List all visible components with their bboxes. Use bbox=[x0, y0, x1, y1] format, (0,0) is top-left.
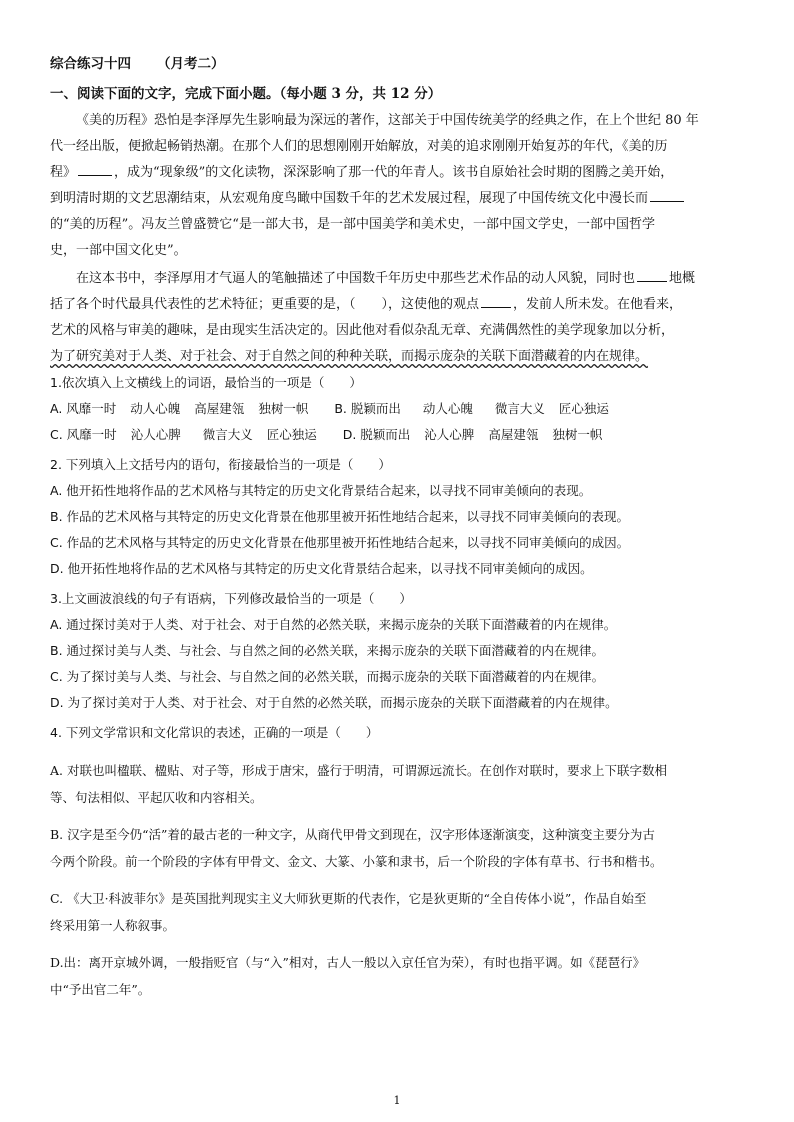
option-word: 沁人心脾 bbox=[424, 427, 475, 442]
option-line: 中“予出官二年”。 bbox=[50, 982, 151, 997]
option-word: A. 风靡一时 bbox=[50, 401, 117, 416]
option-d bbox=[343, 422, 603, 448]
question-stem: 3.上文画波浪线的句子有语病，下列修改最恰当的一项是（ ） bbox=[50, 591, 412, 606]
option-word: 动人心魄 bbox=[422, 401, 473, 416]
question-stem: 4. 下列文学常识和文化常识的表述，正确的一项是（ ） bbox=[50, 725, 379, 740]
option-c: C. 作品的艺术风格与其特定的历史文化背景在他那里被开拓性地结合起来，以寻找不同审美倾向的成因。 bbox=[50, 535, 630, 550]
passage-paragraph-2 bbox=[50, 266, 750, 370]
passage-text: 到明清时期的文艺思潮结束，从宏观角度鸟瞰中国数千年的艺术发展过程，展现了中国传统文化中漫长而 bbox=[50, 191, 649, 206]
option-word: D. 脱颖而出 bbox=[342, 427, 411, 442]
option-word: 独树一帜 bbox=[552, 427, 603, 442]
passage-line: 史，一部中国文化史”。 bbox=[50, 243, 187, 258]
option-word: 微言大义 bbox=[494, 401, 545, 416]
option-word: 微言大义 bbox=[202, 427, 253, 442]
passage-line bbox=[50, 266, 750, 292]
option-word: 匠心独运 bbox=[558, 401, 609, 416]
option-d bbox=[50, 949, 756, 1003]
section-heading: 一、阅读下面的文字，完成下面小题。（每小题 3 分，共 12 分） bbox=[50, 86, 442, 102]
option-b bbox=[334, 396, 609, 422]
option-a: A. 通过探讨美对于人类、对于社会、对于自然的必然关联，来揭示庞杂的关联下面潜藏着的内在规律。 bbox=[50, 617, 617, 632]
passage-line bbox=[50, 160, 750, 186]
option-word: 高屋建瓴 bbox=[194, 401, 245, 416]
document-title bbox=[50, 52, 225, 72]
exercise-title: 综合练习十四 bbox=[50, 56, 131, 72]
passage-text: 括了各个时代最具代表性的艺术特征；更重要的是，（ ），这使他的观点 bbox=[50, 297, 480, 312]
option-line: C. 《大卫·科波菲尔》是英国批判现实主义大师狄更斯的代表作，它是狄更斯的“全自传体小说”，作品自始至 bbox=[50, 891, 647, 906]
option-line: 终采用第一人称叙事。 bbox=[50, 918, 176, 933]
wavy-underlined-sentence: 为了研究美对于人类、对于社会、对于自然之间的种种关联，而揭示庞杂的关联下面潜藏着的内在规律。 bbox=[50, 349, 649, 364]
passage-text: ，成为“现象级”的文化读物，深深影响了那一代的年青人。该书自原始社会时期的图腾之美开始， bbox=[114, 165, 674, 180]
passage-line bbox=[50, 344, 750, 370]
question-stem: 1.依次填入上文横线上的词语，最恰当的一项是（ ） bbox=[50, 375, 362, 390]
option-a: A. 他开拓性地将作品的艺术风格与其特定的历史文化背景结合起来，以寻找不同审美倾向的表现。 bbox=[50, 483, 592, 498]
option-word: 独树一帜 bbox=[258, 401, 309, 416]
passage-line bbox=[50, 186, 750, 212]
option-d: D. 为了探讨美对于人类、对于社会、对于自然的必然关联，而揭示庞杂的关联下面潜藏着的内在规律。 bbox=[50, 695, 618, 710]
option-line: 今两个阶段。前一个阶段的字体有甲骨文、金文、大篆、小篆和隶书，后一个阶段的字体有草书、行书和楷书。 bbox=[50, 854, 663, 869]
passage-line: 《美的历程》恐怕是李泽厚先生影响最为深远的著作，这部关于中国传统美学的经典之作，在上个世纪 80 年 bbox=[76, 113, 699, 128]
option-line: A. 对联也叫楹联、楹贴、对子等，形成于唐宋，盛行于明清，可谓源远流长。在创作对联时，要求上下联字数相 bbox=[50, 763, 667, 778]
option-line: B. 汉字是至今仍“活”着的最古老的一种文字，从商代甲骨文到现在，汉字形体逐渐演变，这种演变主要分为古 bbox=[50, 827, 655, 842]
fill-blank-2 bbox=[650, 189, 684, 202]
page-number: 1 bbox=[393, 1094, 401, 1107]
passage-text: 在这本书中，李泽厚用才气逼人的笔触描述了中国数千年历史中那些艺术作品的动人风貌，同时也 bbox=[76, 271, 636, 286]
option-word: B. 脱颖而出 bbox=[334, 401, 401, 416]
option-b: B. 通过探讨美与人类、与社会、与自然之间的必然关联，来揭示庞杂的关联下面潜藏着的内在规律。 bbox=[50, 643, 605, 658]
option-c bbox=[50, 422, 317, 448]
option-row-ab bbox=[50, 396, 750, 422]
fill-blank-4 bbox=[481, 295, 511, 308]
fill-blank-3 bbox=[637, 269, 667, 282]
option-line: 等、句法相似、平起仄收和内容相关。 bbox=[50, 790, 263, 805]
option-a bbox=[50, 396, 308, 422]
question-4-options bbox=[50, 757, 756, 1003]
fill-blank-1 bbox=[78, 163, 112, 176]
option-a bbox=[50, 757, 756, 811]
passage-line: 的“美的历程”。冯友兰曾盛赞它“是一部大书，是一部中国美学和美术史，一部中国文学史，一部中国哲学 bbox=[50, 217, 655, 232]
exam-subtitle: （月考二） bbox=[157, 56, 225, 72]
option-c: C. 为了探讨美与人类、与社会、与自然之间的必然关联，而揭示庞杂的关联下面潜藏着的内在规律。 bbox=[50, 669, 605, 684]
option-c bbox=[50, 885, 756, 939]
passage-text: ，发前人所未发。在他看来， bbox=[513, 297, 683, 312]
passage-text: 地概 bbox=[669, 271, 696, 286]
option-word: C. 风靡一时 bbox=[50, 427, 117, 442]
passage-line bbox=[50, 292, 750, 318]
question-1 bbox=[50, 370, 750, 448]
option-word: 匠心独运 bbox=[266, 427, 317, 442]
option-line: D.出：离开京城外调，一般指贬官（与“入”相对，古人一般以入京任官为荣），有时也指平调。如《琵琶行》 bbox=[50, 955, 646, 970]
option-row-cd bbox=[50, 422, 750, 448]
option-d: D. 他开拓性地将作品的艺术风格与其特定的历史文化背景结合起来，以寻找不同审美倾向的成因。 bbox=[50, 561, 593, 576]
option-b: B. 作品的艺术风格与其特定的历史文化背景在他那里被开拓性地结合起来，以寻找不同审美倾向的表现。 bbox=[50, 509, 630, 524]
question-3 bbox=[50, 586, 750, 716]
passage-line: 代一经出版，便掀起畅销热潮。在那个人们的思想刚刚开始解放，对美的追求刚刚开始复苏的年代，《美的历 bbox=[50, 139, 668, 154]
option-b bbox=[50, 821, 756, 875]
passage-line: 艺术的风格与审美的趣味，是由现实生活决定的。因此他对看似杂乱无章、充满偶然性的美学现象加以分析， bbox=[50, 323, 675, 338]
option-word: 高屋建瓴 bbox=[488, 427, 539, 442]
question-4-stem bbox=[50, 720, 750, 746]
question-stem: 2. 下列填入上文括号内的语句，衔接最恰当的一项是（ ） bbox=[50, 457, 391, 472]
option-word: 沁人心脾 bbox=[130, 427, 181, 442]
passage-text: 程》 bbox=[50, 165, 77, 180]
question-2 bbox=[50, 452, 750, 582]
option-word: 动人心魄 bbox=[130, 401, 181, 416]
passage-paragraph-1 bbox=[50, 108, 750, 264]
